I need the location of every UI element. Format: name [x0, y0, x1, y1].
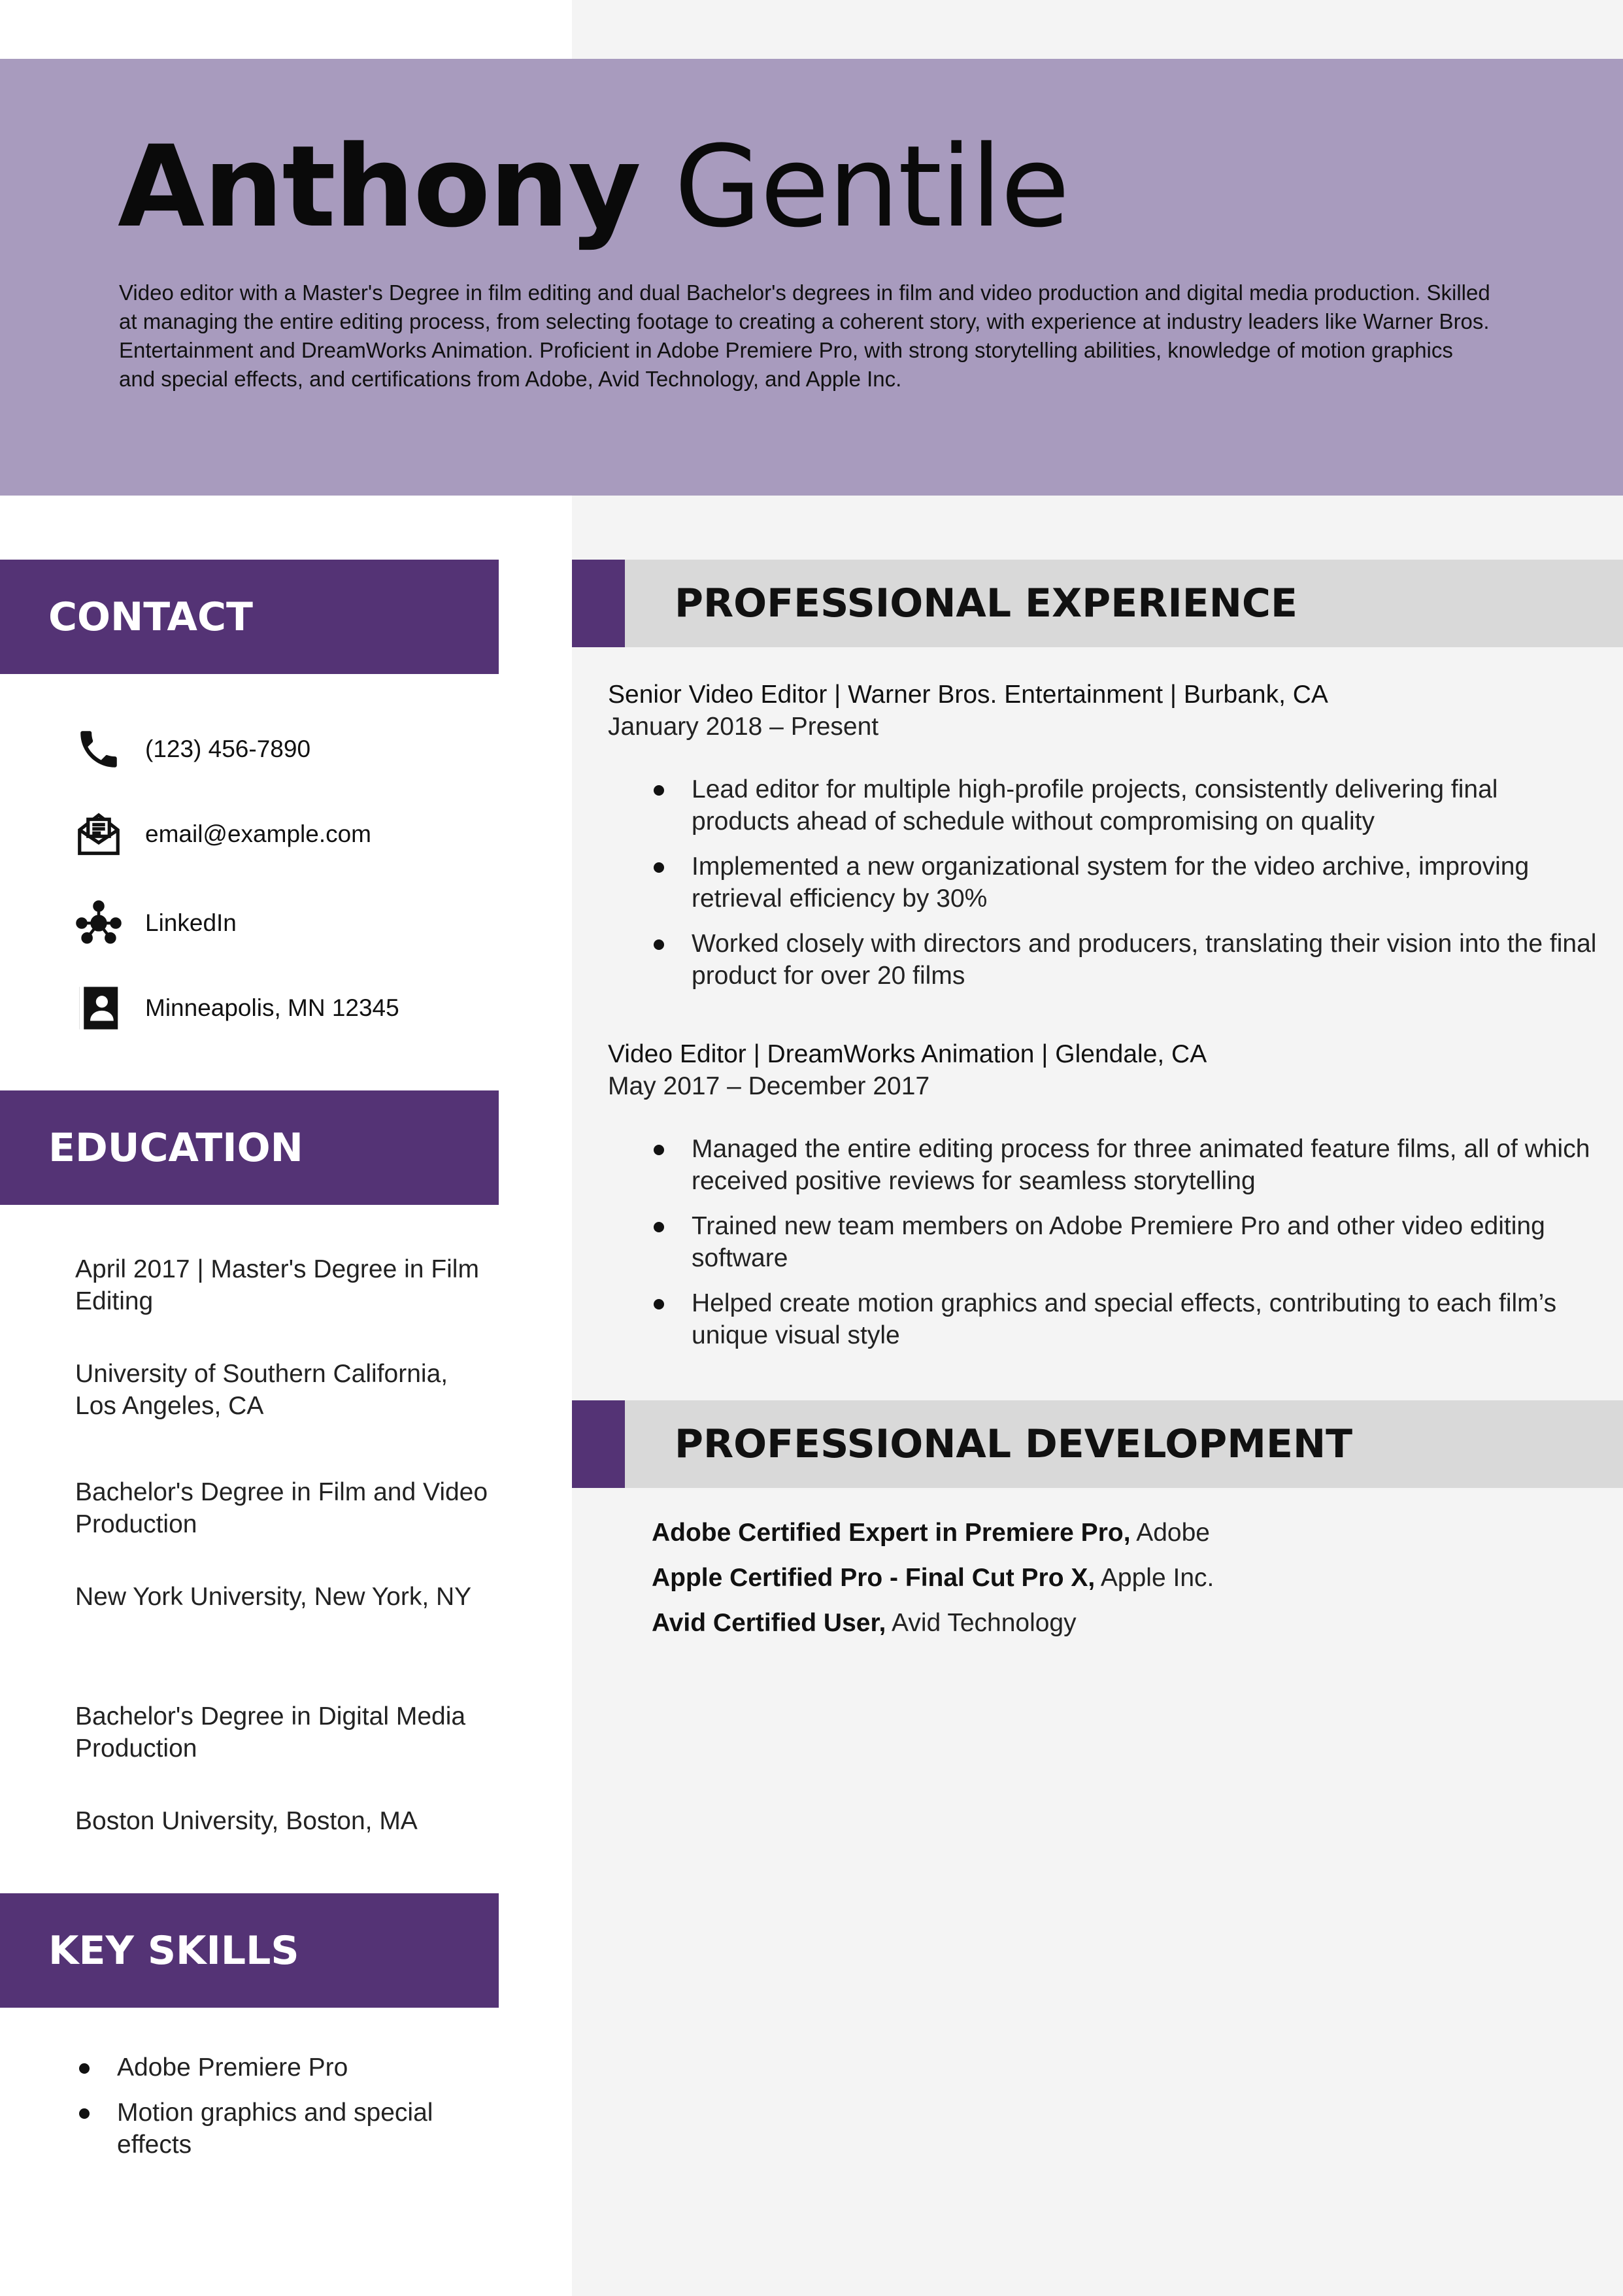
- address: Minneapolis, MN 12345: [145, 994, 399, 1021]
- contact-card-icon: [73, 983, 124, 1034]
- education-entry: Boston University, Boston, MA: [75, 1807, 418, 1835]
- list-item: Adobe Premiere Pro: [75, 2051, 494, 2084]
- certification-name: Avid Certified User,: [652, 1609, 886, 1637]
- certification-item: [652, 1607, 1077, 1639]
- section-accent: [572, 1400, 625, 1488]
- certification-item: [652, 1562, 1214, 1594]
- education-heading: EDUCATION: [0, 1090, 499, 1205]
- first-name: Anthony: [118, 121, 640, 252]
- list-item: Implemented a new organizational system for the video archive, improving retrieval efficiency by 30%: [650, 851, 1598, 915]
- certification-name: Adobe Certified Expert in Premiere Pro,: [652, 1519, 1131, 1547]
- last-name: Gentile: [674, 121, 1069, 252]
- development-section-bar: [572, 1400, 1623, 1488]
- certification-issuer: Adobe: [1130, 1519, 1210, 1547]
- list-item: Worked closely with directors and producers, translating their vision into the final product for over 20 films: [650, 928, 1598, 992]
- linkedin-label: LinkedIn: [145, 909, 237, 936]
- key-skills-list: [75, 2051, 494, 2174]
- experience-section-bar: [572, 560, 1623, 647]
- certification-name: Apple Certified Pro - Final Cut Pro X,: [652, 1564, 1096, 1592]
- education-entry: University of Southern California, Los Angeles, CA: [75, 1360, 448, 1420]
- education-entry: Bachelor's Degree in Digital Media Production: [75, 1702, 466, 1763]
- contact-heading: CONTACT: [0, 560, 499, 674]
- job-dates: May 2017 – December 2017: [608, 1072, 930, 1100]
- contact-phone: [73, 723, 310, 775]
- email-address: email@example.com: [145, 820, 372, 847]
- certification-item: [652, 1517, 1210, 1549]
- development-heading: PROFESSIONAL DEVELOPMENT: [675, 1421, 1353, 1467]
- education-entry: Bachelor's Degree in Film and Video Production: [75, 1478, 488, 1538]
- network-icon: [73, 898, 124, 949]
- contact-address: [73, 982, 399, 1034]
- education-entry: April 2017 | Master's Degree in Film Editing: [75, 1255, 479, 1315]
- list-item: Lead editor for multiple high-profile projects, consistently delivering final products ahead of schedule without compromising on quality: [650, 773, 1598, 837]
- section-accent: [572, 560, 625, 647]
- phone-icon: [73, 724, 124, 775]
- job-bullets: [650, 1133, 1598, 1364]
- professional-summary: Video editor with a Master's Degree in film editing and dual Bachelor's degrees in film and video production and digital media production. Skilled at managing the entire editing process, from selecting footage to creating a coherent story, with experience at industry leaders like Warner Bros. Entertainment and DreamWorks Animation. Proficient in Adobe Premiere Pro, with strong storytelling abilities, knowledge of motion graphics and special effects, and certifications from Adobe, Avid Technology, and Apple Inc.: [119, 280, 1490, 391]
- list-item: Motion graphics and special effects: [75, 2097, 494, 2161]
- experience-heading: PROFESSIONAL EXPERIENCE: [675, 581, 1297, 626]
- list-item: Trained new team members on Adobe Premiere Pro and other video editing software: [650, 1210, 1598, 1274]
- envelope-icon: [73, 809, 124, 860]
- job-bullets: [650, 773, 1598, 1005]
- certification-issuer: Apple Inc.: [1095, 1564, 1214, 1592]
- job-title: Senior Video Editor | Warner Bros. Entertainment | Burbank, CA: [608, 681, 1328, 709]
- job-dates: January 2018 – Present: [608, 713, 879, 741]
- key-skills-heading: KEY SKILLS: [0, 1893, 499, 2008]
- list-item: Helped create motion graphics and special effects, contributing to each film’s unique visual style: [650, 1287, 1598, 1351]
- list-item: Managed the entire editing process for three animated feature films, all of which received positive reviews for seamless storytelling: [650, 1133, 1598, 1197]
- education-entry: New York University, New York, NY: [75, 1583, 472, 1611]
- job-title: Video Editor | DreamWorks Animation | Glendale, CA: [608, 1040, 1207, 1068]
- contact-linkedin: [73, 897, 237, 949]
- certification-issuer: Avid Technology: [886, 1609, 1077, 1637]
- candidate-name: [118, 121, 1069, 252]
- phone-number: (123) 456-7890: [145, 735, 311, 762]
- contact-email: [73, 808, 371, 860]
